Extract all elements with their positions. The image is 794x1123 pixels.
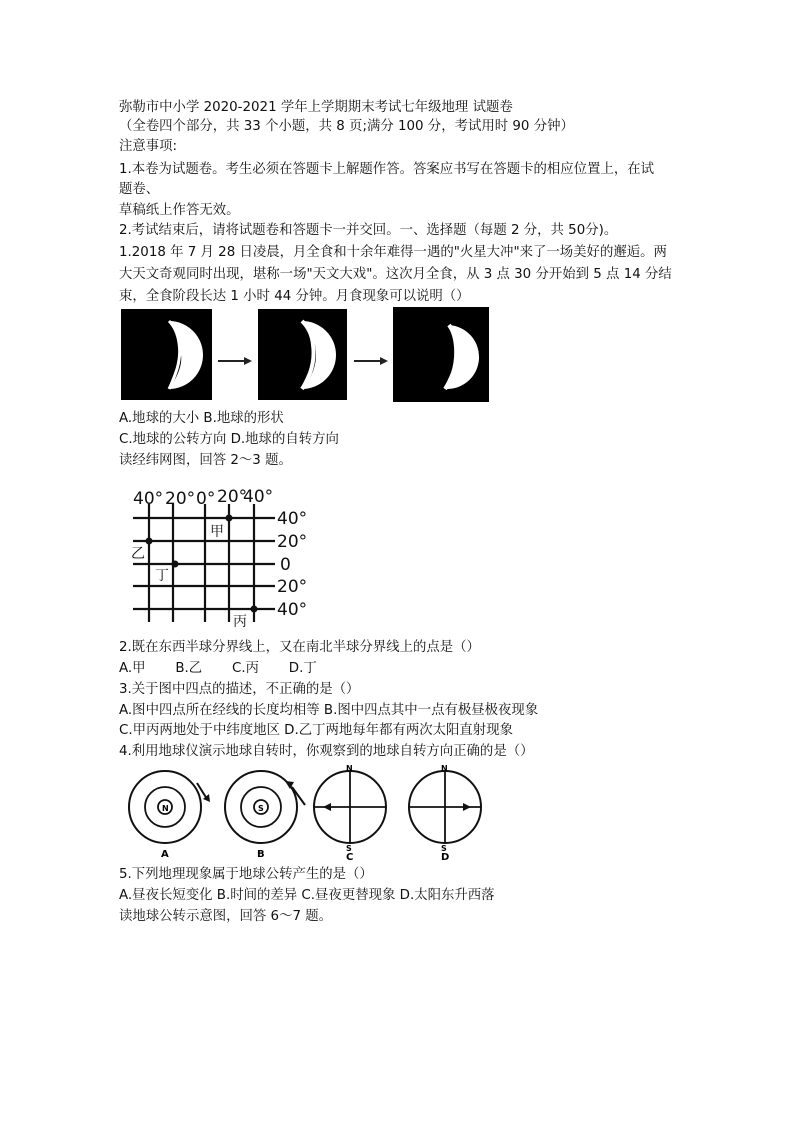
- eclipse-image-1: [121, 309, 212, 400]
- eclipse-image-3: [393, 307, 489, 402]
- lon-label: 20°: [217, 487, 248, 507]
- q2-question: 2.既在东西半球分界线上，又在南北半球分界线上的点是（）: [119, 640, 480, 655]
- svg-text:C: C: [346, 852, 354, 863]
- globe-a: [129, 771, 210, 860]
- orbit-intro: 读地球公转示意图，回答 6～7 题。: [119, 909, 333, 924]
- lat-label: 20°: [277, 577, 308, 597]
- lat-label: 0: [280, 555, 291, 575]
- q3-options-2: C.甲丙两地处于中纬度地区 D.乙丁两地每年都有两次太阳直射现象: [119, 723, 513, 738]
- svg-text:S: S: [346, 844, 352, 853]
- globe-rotation-diagrams: [125, 765, 485, 863]
- lat-lon-grid: [125, 480, 325, 628]
- note-1-line-a: 1.本卷为试题卷。考生必须在答题卡上解题作答。答案应书写在答题卡的相应位置上，在试: [119, 162, 655, 177]
- lat-label: 40°: [277, 600, 308, 620]
- q1-text-2: 大天文奇观同时出现，堪称一场"天文大戏"。这次月全食，从 3 点 30 分开始到 5 点 14 分结: [119, 267, 672, 282]
- lon-label: 40°: [243, 487, 274, 507]
- point-label-bing: 丙: [233, 614, 247, 628]
- lat-label: 40°: [277, 509, 308, 529]
- q3-question: 3.关于图中四点的描述，不正确的是（）: [119, 682, 360, 697]
- svg-text:N: N: [441, 765, 448, 773]
- svg-text:D: D: [441, 852, 450, 863]
- exam-subtitle: （全卷四个部分，共 33 个小题，共 8 页;满分 100 分，考试用时 90 分钟）: [119, 119, 574, 134]
- globe-d: [409, 765, 481, 863]
- globe-b: [225, 771, 305, 860]
- svg-text:S: S: [441, 844, 447, 853]
- svg-text:S: S: [258, 804, 264, 813]
- q1-options-1: A.地球的大小 B.地球的形状: [119, 411, 284, 426]
- globe-c: [314, 765, 386, 863]
- point-ding: [172, 561, 179, 568]
- note-2: 2.考试结束后，请将试题卷和答题卡一并交回。一、选择题（每题 2 分，共 50分)。: [119, 223, 618, 238]
- svg-text:N: N: [162, 804, 169, 813]
- svg-text:N: N: [346, 765, 353, 773]
- arrow-icon: [218, 350, 252, 369]
- svg-text:B: B: [257, 849, 265, 860]
- lat-label: 20°: [277, 532, 308, 552]
- q3-options-1: A.图中四点所在经线的长度均相等 B.图中四点其中一点有极昼极夜现象: [119, 703, 539, 718]
- exam-title: 弥勒市中小学 2020-2021 学年上学期期末考试七年级地理 试题卷: [119, 100, 513, 115]
- point-label-ding: 丁: [155, 568, 169, 584]
- q1-options-2: C.地球的公转方向 D.地球的自转方向: [119, 432, 339, 447]
- note-1-line-c: 草稿纸上作答无效。: [119, 203, 240, 218]
- q1-text-3: 束，全食阶段长达 1 小时 44 分钟。月食现象可以说明（）: [119, 289, 470, 304]
- point-yi: [146, 538, 153, 545]
- arrow-icon: [354, 350, 388, 369]
- q1-text-1: 1.2018 年 7 月 28 日凌晨，月全食和十余年难得一遇的"火星大冲"来了一场美好的邂逅。两: [119, 245, 667, 260]
- point-jia: [226, 515, 233, 522]
- q2-options: A.甲 B.乙 C.丙 D.丁: [119, 661, 317, 676]
- map-intro: 读经纬网图，回答 2～3 题。: [119, 453, 292, 468]
- point-label-jia: 甲: [210, 524, 224, 540]
- q5-options: A.昼夜长短变化 B.时间的差异 C.昼夜更替现象 D.太阳东升西落: [119, 888, 495, 903]
- svg-text:A: A: [161, 849, 169, 860]
- lon-label: 20°: [165, 489, 196, 509]
- q4-question: 4.利用地球仪演示地球自转时，你观察到的地球自转方向正确的是（）: [119, 744, 534, 759]
- point-label-yi: 乙: [131, 546, 145, 562]
- lon-label: 40°: [133, 489, 164, 509]
- q5-question: 5.下列地理现象属于地球公转产生的是（）: [119, 867, 373, 882]
- note-1-line-b: 题卷、: [119, 182, 160, 197]
- notes-label: 注意事项:: [119, 139, 178, 154]
- lon-label: 0°: [196, 489, 216, 509]
- point-bing: [251, 606, 258, 613]
- eclipse-image-2: [258, 309, 347, 400]
